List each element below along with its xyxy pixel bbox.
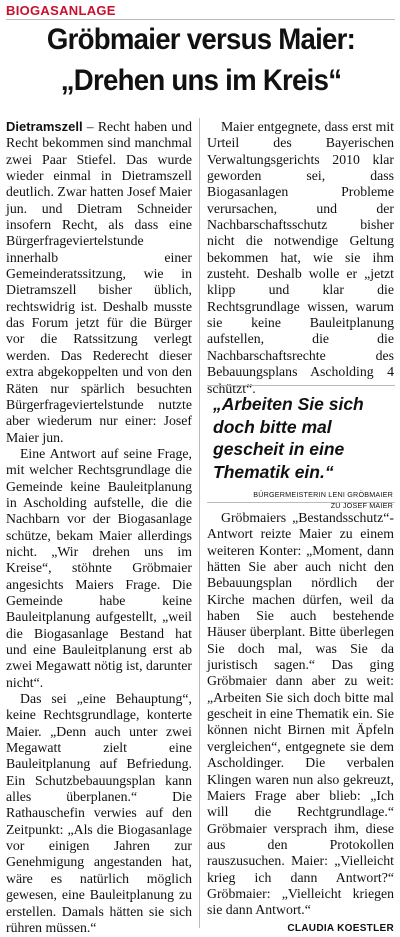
paragraph-3: Das sei „eine Behauptung“, keine Rechtsgrundlage, konterte Maier. „Denn auch unter zwei Megawatt zielt eine Bauleitplanung auf Befriedung. Ein Schutzbebauungsplan kann alles überplanen.“ Die Rathauschefin verwies auf den Zeitpunkt: „Als die Biogasanlage vor einigen Jahren zur Genehmigung angestanden hat, wäre es natürlich möglich gewesen, eine Bauleitplanung zu erstellen. Damals hätten sie sich rühren müssen.“ <box>6 691 192 935</box>
article-column-right-bottom <box>207 510 394 937</box>
headline-line-1: Gröbmaier versus Maier: <box>46 23 356 56</box>
pull-quote-source-line-1: BÜRGERMEISTERIN LENI GRÖBMAIER <box>253 490 393 499</box>
pull-quote-source-line-2: ZU JOSEF MAIER <box>330 501 393 510</box>
paragraph-4: Maier entgegnete, dass erst mit Urteil des Bayerischen Verwaltungsgerichts 2010 klar geworden sei, dass Biogasanlagen Probleme verursachen, und der Nachbarschaftsschutz bisher nicht die notwendige Geltung bekommen hat, wie sie ihm zusteht. Deshalb wolle er „jetzt klipp und klar die Rechtsgrundlage wissen, warum sie keine Bauleitplanung aufstellen, die die Nachbarschaftsrechte des Bebauungsplans Ascholding 4 schützt“. <box>207 119 394 396</box>
paragraph-2: Eine Antwort auf seine Frage, mit welcher Rechtsgrundlage die Gemeinde keine Bauleitplanung in Ascholding aufstelle, die die Nachbarn vor der Biogasanlage schütze, bekam Maier allerdings nicht. „Wir drehen uns im Kreise“, stöhnte Gröbmaier angesichts Maiers Frage. Die Gemeinde habe keine Bauleitplanung aufgestellt, „weil die Biogasanlage Bestand hat und eine Bauleitplanung erst ab zwei Megawatt nötig ist, darunter nicht“. <box>6 445 192 690</box>
pull-quote-source <box>207 489 397 511</box>
paragraph-5 <box>207 510 394 934</box>
paragraph-1-text: – Recht haben und Recht bekommen sind manchmal zwei Paar Stiefel. Das wurde wieder einmal in Dietramszell deutlich. Zwar hatten Josef Maier jun. und Dietram Schneider insofern Recht, als dass eine Bürgerfrageviertelstunde innerhalb einer Gemeinderatssitzung, wie in Dietramszell bisher üblich, rechtswidrig ist. Deshalb musste das Forum jetzt für die Bürger vor die Ratssitzung verlegt werden. Das Rederecht dieser extra abgekoppelten und von den Räten nur spärlich besuchten Bürgerfrageviertelstunde nutzte aber wiederum nur einer: Josef Maier jun. <box>6 119 192 445</box>
article-column-right-top <box>207 119 394 397</box>
column-divider <box>199 118 200 928</box>
paragraph-5-text: Gröbmaiers „Bestandsschutz“-Antwort reizte Maier zu einem weiteren Konter: „Moment, dann hätten Sie aber auch nicht den Bebauungsplan nördlich der Kirche machen dürfen, weil da haben Sie auch bestehende Häuser überplant. Bitte überlegen Sie doch mal, was Sie da juristisch sagen.“ Das ging Gröbmaier dann aber zu weit: „Arbeiten Sie sich doch bitte mal gescheit in eine Thematik ein. Sie können nicht Birnen mit Äpfeln vergleichen“, entgegnete sie dem Ascholdinger. Die verbalen Klingen waren nun also gekreuzt, Maiers Frage aber blieb: „Ich will die Rechtgrundlage.“ Gröbmaier versprach ihm, diese aus den Protokollen rauszusuchen. Maier: „Vielleicht krieg ich dann Antwort?“ Gröbmaier: „Vielleicht kriegen sie dann Antwort.“ <box>207 510 394 918</box>
quote-bottom-rule <box>207 502 395 503</box>
headline-line-2: „Drehen uns im Kreis“ <box>60 64 342 97</box>
article-column-left <box>6 119 192 936</box>
dateline: Dietramszell <box>6 119 83 134</box>
paragraph-1 <box>6 119 192 446</box>
pull-quote <box>207 385 397 510</box>
author-byline: CLAUDIA KOESTLER <box>287 922 394 934</box>
kicker-rule <box>6 19 395 20</box>
pull-quote-text: „Arbeiten Sie sich doch bitte mal gescheit in eine Thematik ein.“ <box>213 394 364 482</box>
section-kicker: BIOGASANLAGE <box>6 3 116 18</box>
